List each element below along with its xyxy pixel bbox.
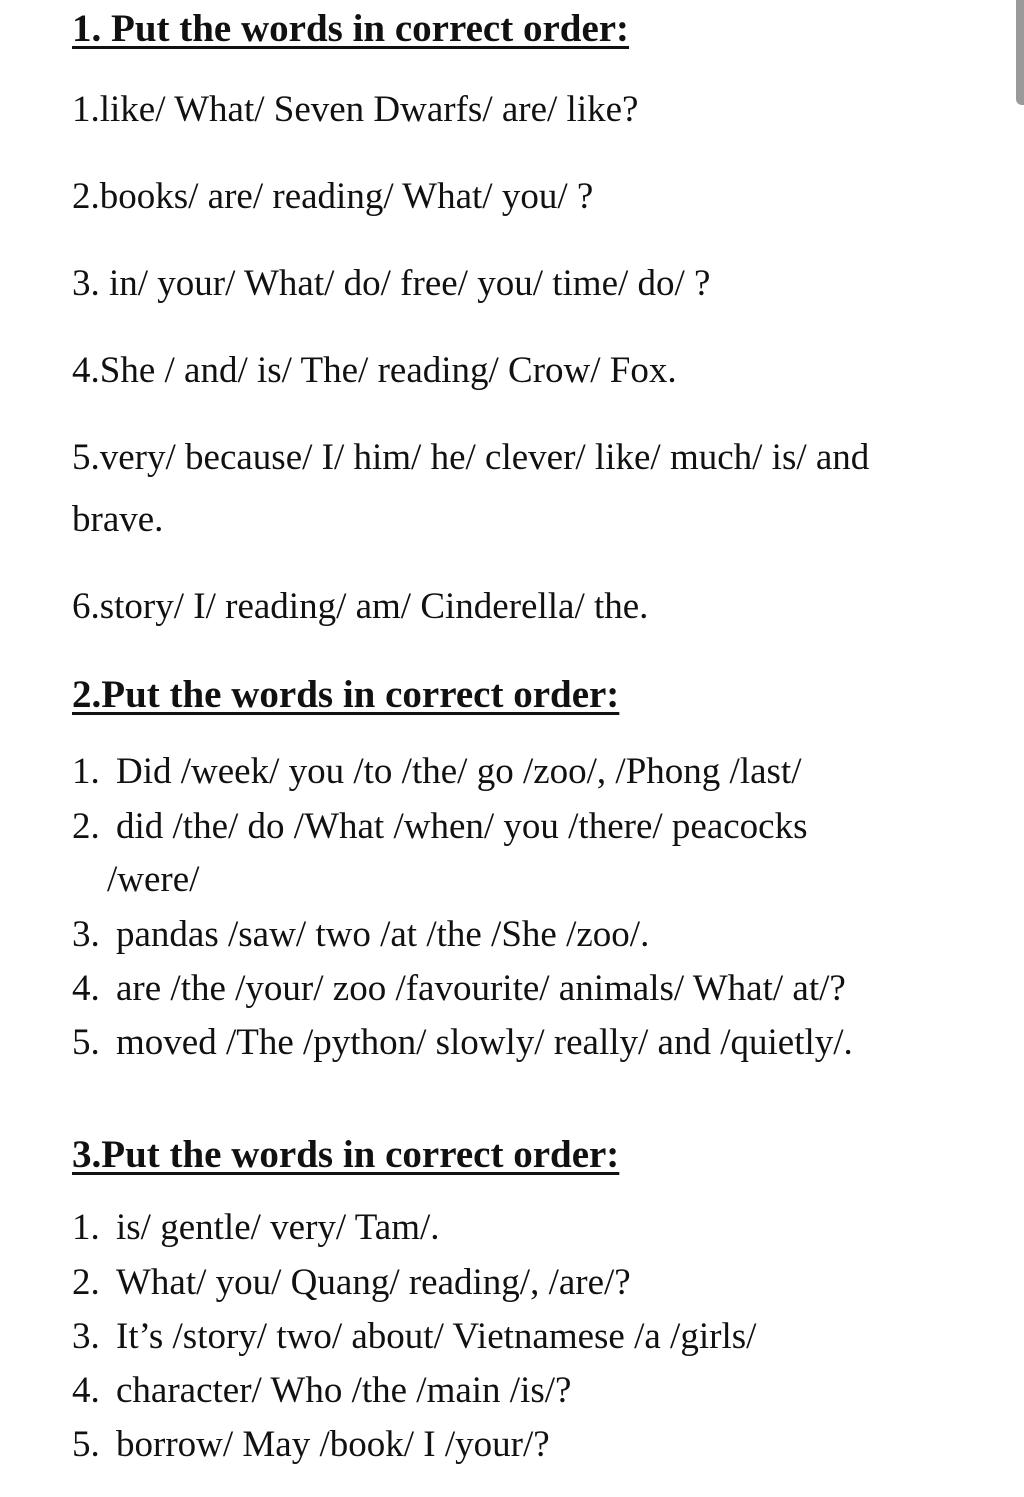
item-number: 4. (72, 1370, 100, 1411)
section-1-item-1: 1.like/ What/ Seven Dwarfs/ are/ like? (72, 89, 639, 130)
section-3-item-1 (72, 1206, 440, 1249)
item-number: 4. (72, 968, 100, 1009)
section-2-heading: 2.Put the words in correct order: (72, 673, 620, 716)
item-number: 3. (72, 914, 100, 955)
section-3-item-2 (72, 1261, 631, 1304)
section-1-item-5: 5.very/ because/ I/ him/ he/ clever/ like/ much/ is/ and (72, 437, 870, 478)
item-text: character/ Who /the /main /is/? (116, 1370, 572, 1411)
item-text: pandas /saw/ two /at /the /She /zoo/. (116, 914, 650, 955)
section-1-item-5-continued: brave. (72, 499, 164, 540)
item-number: 1. (72, 751, 100, 792)
section-2-item-4 (72, 967, 846, 1010)
section-2-item-2 (72, 805, 808, 848)
item-text: is/ gentle/ very/ Tam/. (116, 1207, 440, 1248)
item-number: 2. (72, 806, 100, 847)
item-text: It’s /story/ two/ about/ Vietnamese /a /girls/ (116, 1316, 757, 1357)
section-3-item-5 (72, 1423, 550, 1466)
section-2-item-1 (72, 750, 801, 793)
item-text: are /the /your/ zoo /favourite/ animals/ What/ at/? (116, 968, 846, 1009)
item-number: 5. (72, 1022, 100, 1063)
section-2-item-3 (72, 913, 649, 956)
section-2-item-5 (72, 1021, 853, 1064)
item-text: did /the/ do /What /when/ you /there/ peacocks (116, 806, 808, 847)
item-number: 2. (72, 1262, 100, 1303)
item-number: 3. (72, 1316, 100, 1357)
section-2-item-2-continued: /were/ (107, 859, 200, 900)
section-1-heading: 1. Put the words in correct order: (72, 7, 630, 50)
section-1-item-2: 2.books/ are/ reading/ What/ you/ ? (72, 176, 594, 217)
section-1-item-4: 4.She / and/ is/ The/ reading/ Crow/ Fox. (72, 350, 677, 391)
item-text: Did /week/ you /to /the/ go /zoo/, /Phong /last/ (116, 751, 802, 792)
section-3-item-4 (72, 1369, 571, 1412)
item-number: 1. (72, 1207, 100, 1248)
section-1-item-6: 6.story/ I/ reading/ am/ Cinderella/ the. (72, 586, 649, 627)
item-number: 5. (72, 1424, 100, 1465)
item-text: moved /The /python/ slowly/ really/ and /quietly/. (116, 1022, 853, 1063)
item-text: What/ you/ Quang/ reading/, /are/? (116, 1262, 631, 1303)
section-1-item-3: 3. in/ your/ What/ do/ free/ you/ time/ do/ ? (72, 263, 711, 304)
section-3-item-3 (72, 1315, 756, 1358)
item-text: borrow/ May /book/ I /your/? (116, 1424, 550, 1465)
scroll-indicator[interactable] (1016, 0, 1024, 105)
section-3-heading: 3.Put the words in correct order: (72, 1133, 620, 1176)
